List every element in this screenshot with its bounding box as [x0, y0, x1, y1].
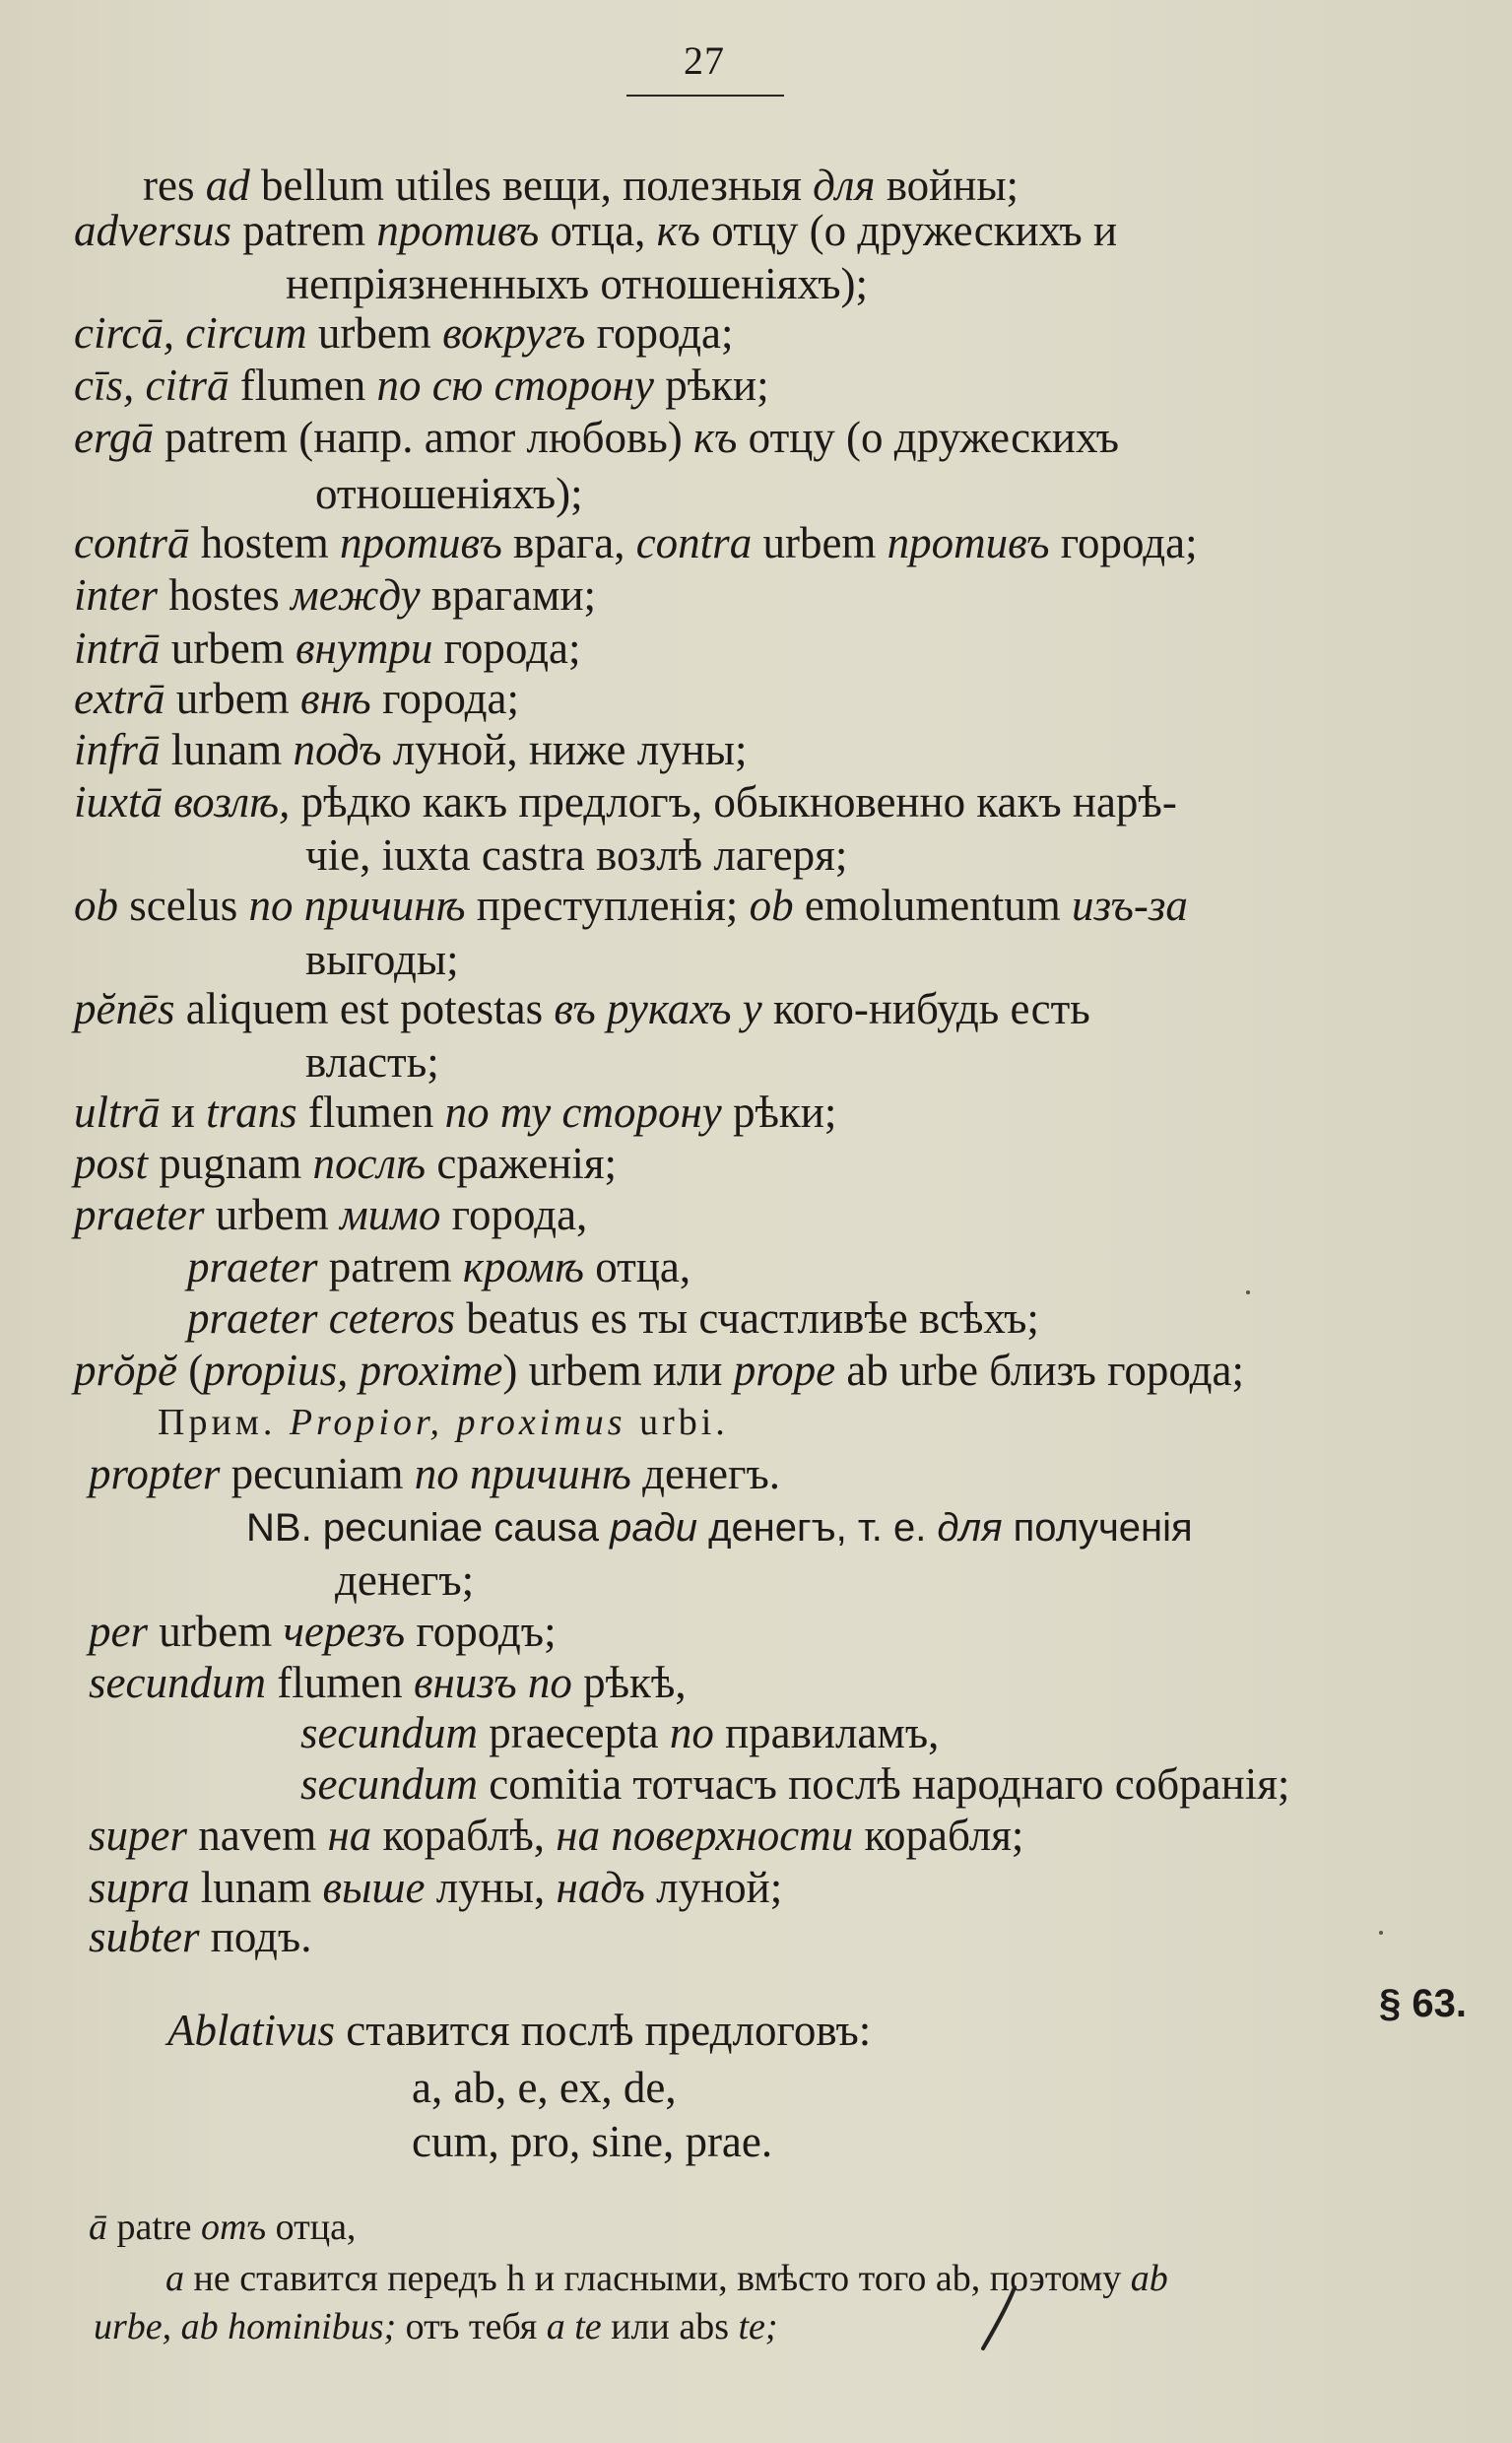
- italic-run: iuxtā возлѣ,: [74, 777, 291, 826]
- text-run: (: [177, 1346, 204, 1395]
- text-line: [74, 623, 581, 674]
- text-run: flumen: [229, 361, 377, 410]
- text-run: patrem: [317, 1242, 463, 1291]
- pen-mark: [975, 2283, 1024, 2352]
- text-run: cum, pro, sine, prae.: [412, 2117, 773, 2166]
- text-line: [305, 1036, 439, 1088]
- speck: [1246, 1290, 1250, 1294]
- text-run: города;: [585, 308, 734, 358]
- text-run: луны,: [425, 1863, 557, 1912]
- italic-run: подъ: [293, 725, 382, 774]
- text-run: aliquem est potestas: [174, 984, 555, 1033]
- text-run: выгоды;: [305, 935, 459, 984]
- italic-run: praeter ceteros: [187, 1293, 455, 1343]
- text-run: врагами;: [420, 570, 597, 620]
- text-run: отца,: [584, 1242, 691, 1291]
- text-line: [187, 1292, 1039, 1344]
- italic-run: praeter: [74, 1190, 205, 1239]
- text-run: urbem: [160, 624, 296, 673]
- italic-run: te;: [738, 2306, 778, 2347]
- italic-run: extrā: [74, 674, 165, 723]
- italic-run: ab: [1130, 2258, 1168, 2299]
- italic-run: supra: [89, 1863, 190, 1912]
- text-run: рѣки;: [721, 1088, 837, 1137]
- italic-run: выше: [322, 1863, 426, 1912]
- text-run: urbem: [148, 1607, 284, 1656]
- text-line: [74, 517, 1198, 568]
- italic-run: на: [327, 1811, 372, 1860]
- italic-run: по: [669, 1708, 714, 1757]
- text-run: praecepta: [477, 1708, 670, 1757]
- italic-run: propius, proxime: [203, 1346, 503, 1395]
- italic-run: intrā: [74, 624, 161, 673]
- text-run: urbi.: [625, 1402, 729, 1443]
- text-run: правиламъ,: [713, 1708, 940, 1757]
- italic-run: prope: [733, 1346, 836, 1395]
- text-line: [89, 2202, 356, 2253]
- text-line: [89, 1911, 311, 1962]
- text-run: городъ;: [405, 1607, 557, 1656]
- text-run: полученія: [1002, 1506, 1193, 1550]
- text-run: comitia тотчасъ послѣ народнаго собранія;: [477, 1759, 1290, 1809]
- italic-run: secundum: [89, 1658, 266, 1707]
- italic-run: Ablativus: [167, 2006, 335, 2055]
- italic-run: contra: [635, 518, 753, 567]
- header-rule: [626, 95, 784, 97]
- text-run: flumen: [296, 1088, 445, 1137]
- italic-run: внизъ по: [413, 1658, 572, 1707]
- italic-run: propter: [89, 1449, 221, 1498]
- italic-run: Propior, proximus: [289, 1402, 626, 1443]
- text-line: [300, 1758, 1289, 1810]
- text-line: [74, 307, 734, 359]
- text-run: ab urbe близъ города;: [835, 1346, 1244, 1395]
- italic-run: для: [813, 161, 876, 210]
- text-run: кого-нибудь есть: [761, 984, 1090, 1033]
- italic-run: надъ: [556, 1863, 645, 1912]
- text-run: pugnam: [148, 1139, 313, 1188]
- text-run: непріязненныхъ отношеніяхъ);: [286, 259, 868, 308]
- text-line: [412, 2062, 677, 2113]
- italic-run: послѣ: [312, 1139, 427, 1188]
- italic-run: a: [165, 2258, 184, 2299]
- text-run: власть;: [305, 1037, 439, 1087]
- text-run: scelus: [118, 881, 249, 930]
- text-line: [305, 829, 847, 881]
- italic-run: противъ: [340, 518, 502, 567]
- text-run: hostes: [158, 570, 291, 620]
- italic-run: praeter: [187, 1242, 318, 1291]
- text-run: подъ.: [199, 1912, 312, 1961]
- italic-run: вокругъ: [442, 308, 586, 358]
- italic-run: circā, circum: [74, 308, 307, 358]
- text-run: patrem: [230, 206, 377, 255]
- italic-run: secundum: [300, 1708, 478, 1757]
- italic-run: ad: [205, 161, 250, 210]
- text-run: денегъ, т. е.: [696, 1506, 938, 1550]
- italic-run: infrā: [74, 725, 161, 774]
- text-run: отцу (о дружескихъ: [737, 413, 1120, 462]
- italic-run: ā: [89, 2207, 107, 2248]
- text-line: [74, 1189, 587, 1240]
- text-run: или abs: [601, 2306, 739, 2347]
- italic-run: cīs, citrā: [74, 361, 230, 410]
- text-run: войны;: [875, 161, 1019, 210]
- text-line: [158, 1397, 729, 1448]
- text-run: города;: [432, 624, 581, 673]
- text-line: [74, 569, 596, 621]
- text-run: lunam: [189, 1863, 323, 1912]
- italic-run: trans: [206, 1088, 297, 1137]
- text-run: urbem: [752, 518, 887, 567]
- text-run: urbem: [204, 1190, 340, 1239]
- text-run: urbem: [306, 308, 443, 358]
- text-run: ставится послѣ предлоговъ:: [334, 2006, 872, 2055]
- italic-run: мимо: [339, 1190, 441, 1239]
- text-run: ) urbem или: [502, 1346, 734, 1395]
- text-line: [94, 2301, 778, 2352]
- italic-run: pĕnēs: [74, 984, 175, 1033]
- italic-run: противъ: [887, 518, 1050, 567]
- text-run: emolumentum: [793, 881, 1073, 930]
- italic-run: a te: [546, 2306, 602, 2347]
- text-line: [143, 160, 1019, 211]
- text-line: [89, 1448, 780, 1499]
- italic-run: между: [291, 570, 421, 620]
- italic-run: adversus: [74, 206, 231, 255]
- italic-run: по сю сторону: [376, 361, 654, 410]
- text-line: [335, 1554, 474, 1606]
- italic-run: super: [89, 1811, 187, 1860]
- text-line: [74, 1138, 617, 1189]
- text-line: [89, 1862, 782, 1913]
- text-run: NB. pecuniae causa: [246, 1506, 611, 1550]
- italic-run: внѣ: [299, 674, 371, 723]
- italic-run: внутри: [296, 624, 433, 673]
- text-line: [74, 205, 1117, 256]
- italic-run: отъ: [200, 2207, 267, 2248]
- text-line: [74, 360, 769, 411]
- text-line: [74, 673, 519, 724]
- italic-run: черезъ: [283, 1607, 406, 1656]
- text-line: [187, 1241, 690, 1292]
- italic-run: ob: [749, 881, 794, 930]
- text-line: [89, 1657, 687, 1708]
- italic-run: на поверхности: [556, 1811, 854, 1860]
- text-run: pecuniam: [220, 1449, 415, 1498]
- text-line: [286, 258, 868, 309]
- italic-run: ob: [74, 881, 118, 930]
- text-run: lunam: [160, 725, 294, 774]
- text-run: beatus es ты счастливѣе всѣхъ;: [455, 1293, 1039, 1343]
- text-run: flumen: [265, 1658, 414, 1707]
- italic-run: prŏpĕ: [74, 1346, 177, 1395]
- text-run: отца,: [266, 2207, 357, 2248]
- text-line: [74, 412, 1119, 463]
- text-line: [89, 1606, 557, 1657]
- text-line: [246, 1502, 1193, 1553]
- text-run: отца,: [539, 206, 657, 255]
- text-run: кораблѣ,: [371, 1811, 557, 1860]
- text-run: луной, ниже луны;: [381, 725, 748, 774]
- section-mark: § 63.: [1379, 1982, 1467, 2025]
- italic-run: per: [89, 1607, 148, 1656]
- text-run: денегъ.: [630, 1449, 780, 1498]
- speck: [1379, 1931, 1383, 1935]
- italic-run: противъ: [376, 206, 540, 255]
- text-line: [74, 1087, 836, 1138]
- text-run: чіе, iuxta castra возлѣ лагеря;: [305, 830, 848, 880]
- text-line: [74, 880, 1188, 931]
- text-run: hostem: [189, 518, 340, 567]
- text-line: [305, 934, 459, 985]
- text-run: города;: [1049, 518, 1198, 567]
- text-run: денегъ;: [335, 1555, 475, 1605]
- text-run: Прим.: [158, 1402, 290, 1443]
- text-run: отцу (о дружескихъ и: [700, 206, 1118, 255]
- italic-run: urbe, ab hominibus;: [94, 2306, 397, 2347]
- text-line: [412, 2116, 772, 2167]
- text-run: urbem: [164, 674, 300, 723]
- italic-run: inter: [74, 570, 158, 620]
- text-run: рѣкѣ,: [571, 1658, 687, 1707]
- text-run: bellum utiles вещи, полезныя: [249, 161, 814, 210]
- text-run: корабля;: [853, 1811, 1024, 1860]
- text-line: [167, 2005, 871, 2056]
- italic-run: къ: [656, 206, 701, 255]
- italic-run: по ту сторону: [444, 1088, 722, 1137]
- text-run: res: [143, 161, 206, 210]
- text-run: рѣки;: [653, 361, 769, 410]
- italic-run: кромѣ: [462, 1242, 584, 1291]
- italic-run: ultrā: [74, 1088, 161, 1137]
- text-run: города;: [370, 674, 519, 723]
- text-run: сраженія;: [426, 1139, 618, 1188]
- text-run: города,: [440, 1190, 588, 1239]
- text-line: [74, 1345, 1244, 1396]
- text-run: врага,: [501, 518, 636, 567]
- text-line: [74, 983, 1090, 1034]
- text-line: [89, 1810, 1023, 1861]
- italic-run: ради: [610, 1506, 697, 1550]
- italic-run: къ: [692, 413, 738, 462]
- italic-run: contrā: [74, 518, 190, 567]
- text-run: navem: [187, 1811, 328, 1860]
- page-number: 27: [684, 38, 725, 83]
- text-run: patrem (напр. amor любовь): [153, 413, 693, 462]
- text-line: [74, 724, 747, 775]
- text-line: [300, 1707, 939, 1758]
- text-run: patre: [107, 2207, 201, 2248]
- italic-run: въ рукахъ у: [554, 984, 762, 1033]
- text-run: луной;: [644, 1863, 783, 1912]
- italic-run: ergā: [74, 413, 154, 462]
- text-line: [74, 776, 1177, 827]
- italic-run: по причинѣ: [248, 881, 466, 930]
- italic-run: subter: [89, 1912, 200, 1961]
- italic-run: secundum: [300, 1759, 478, 1809]
- italic-run: по причинѣ: [414, 1449, 631, 1498]
- text-run: a, ab, e, ex, de,: [412, 2063, 677, 2112]
- text-run: не ставится передъ h и гласными, вмѣсто того ab, поэтому: [184, 2258, 1131, 2299]
- text-run: рѣдко какъ предлогъ, обыкновенно какъ нарѣ-: [290, 777, 1177, 826]
- italic-run: post: [74, 1139, 149, 1188]
- italic-run: изъ-за: [1072, 881, 1188, 930]
- text-run: преступленія;: [465, 881, 750, 930]
- italic-run: для: [937, 1506, 1003, 1550]
- text-run: и: [160, 1088, 207, 1137]
- text-run: отъ тебя: [396, 2306, 547, 2347]
- text-line: [315, 468, 583, 519]
- text-run: отношеніяхъ);: [315, 469, 583, 518]
